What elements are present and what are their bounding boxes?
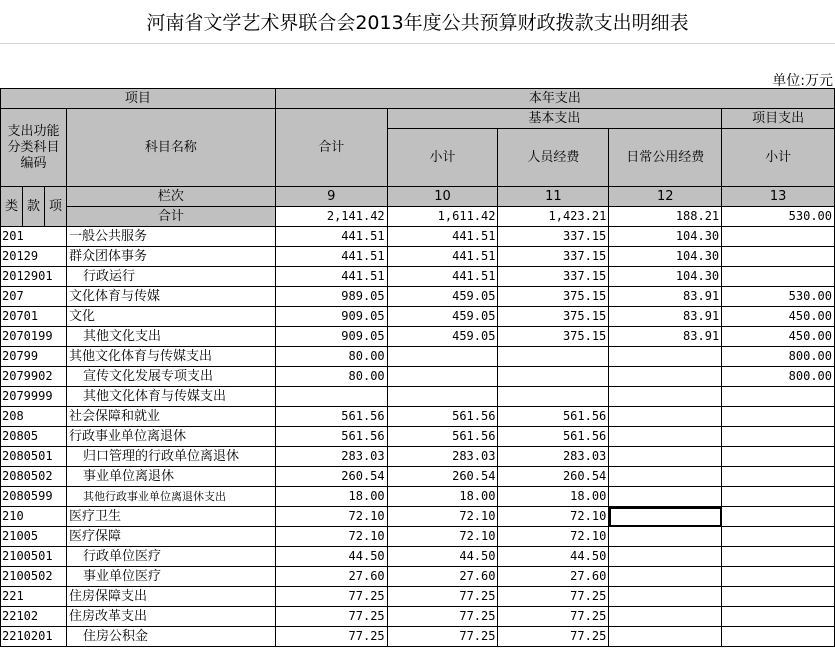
code-cell[interactable]: 2080599: [1, 487, 67, 507]
personnel-cell[interactable]: [498, 347, 609, 367]
personnel-cell[interactable]: 27.60: [498, 567, 609, 587]
public-cell[interactable]: 83.91: [609, 327, 722, 347]
code-cell[interactable]: 221: [1, 587, 67, 607]
personnel-cell[interactable]: 72.10: [498, 507, 609, 527]
project-cell[interactable]: [722, 467, 835, 487]
personnel-cell[interactable]: 337.15: [498, 227, 609, 247]
header-total: 合计: [275, 109, 387, 187]
public-cell[interactable]: [609, 567, 722, 587]
total-cell[interactable]: 561.56: [275, 427, 387, 447]
table-row: [1, 347, 835, 367]
header-col13: 13: [722, 187, 835, 207]
subtotal-cell[interactable]: 18.00: [387, 487, 498, 507]
subtotal-cell[interactable]: 441.51: [387, 247, 498, 267]
subject-name-cell[interactable]: 归口管理的行政单位离退休: [66, 447, 275, 467]
subject-name-cell[interactable]: 事业单位离退休: [66, 467, 275, 487]
header-lanci: 栏次: [66, 187, 275, 207]
subtotal-cell[interactable]: [387, 347, 498, 367]
header-func-code: 支出功能分类科目编码: [1, 109, 67, 187]
subtotal-cell[interactable]: 561.56: [387, 427, 498, 447]
divider: [0, 43, 835, 44]
personnel-cell[interactable]: 375.15: [498, 327, 609, 347]
table-row: [1, 387, 835, 407]
header-col10: 10: [387, 187, 498, 207]
code-cell[interactable]: 2079999: [1, 387, 67, 407]
code-cell[interactable]: 2100501: [1, 547, 67, 567]
code-cell[interactable]: 2210201: [1, 627, 67, 647]
public-cell[interactable]: [609, 367, 722, 387]
project-cell[interactable]: [722, 607, 835, 627]
project-cell[interactable]: [722, 247, 835, 267]
subtotal-cell[interactable]: 441.51: [387, 267, 498, 287]
header-public: 日常公用经费: [609, 129, 722, 187]
table-row: [1, 587, 835, 607]
header-kuan: 款: [22, 187, 44, 227]
subject-name-cell[interactable]: 其他文化体育与传媒支出: [66, 387, 275, 407]
project-cell[interactable]: [722, 507, 835, 527]
subject-name-cell[interactable]: 行政运行: [66, 267, 275, 287]
table-row: [1, 427, 835, 447]
code-cell[interactable]: 21005: [1, 527, 67, 547]
subject-name-cell[interactable]: 其他行政事业单位离退休支出: [66, 487, 275, 507]
public-cell[interactable]: 83.91: [609, 287, 722, 307]
header-col12: 12: [609, 187, 722, 207]
subject-name-cell[interactable]: 文化体育与传媒: [66, 287, 275, 307]
subtotal-cell[interactable]: [387, 387, 498, 407]
project-cell[interactable]: [722, 407, 835, 427]
public-cell[interactable]: [609, 387, 722, 407]
table-row: [1, 367, 835, 387]
project-cell[interactable]: [722, 547, 835, 567]
project-cell[interactable]: [722, 227, 835, 247]
project-cell[interactable]: [722, 387, 835, 407]
subtotal-cell[interactable]: 77.25: [387, 627, 498, 647]
subtotal-cell[interactable]: 260.54: [387, 467, 498, 487]
public-cell[interactable]: [609, 487, 722, 507]
header-col11: 11: [498, 187, 609, 207]
subtotal-cell[interactable]: 77.25: [387, 607, 498, 627]
personnel-cell[interactable]: 561.56: [498, 427, 609, 447]
code-cell[interactable]: 2070199: [1, 327, 67, 347]
total-row-personnel[interactable]: 1,423.21: [498, 207, 609, 227]
public-cell[interactable]: 104.30: [609, 247, 722, 267]
subject-name-cell[interactable]: 其他文化支出: [66, 327, 275, 347]
header-project: 项目: [1, 89, 276, 109]
public-cell[interactable]: [609, 607, 722, 627]
public-cell[interactable]: [609, 407, 722, 427]
total-row-project[interactable]: 530.00: [722, 207, 835, 227]
code-cell[interactable]: 20701: [1, 307, 67, 327]
code-cell[interactable]: 20129: [1, 247, 67, 267]
public-cell[interactable]: [609, 507, 722, 527]
table-row: [1, 527, 835, 547]
public-cell[interactable]: [609, 547, 722, 567]
subtotal-cell[interactable]: 72.10: [387, 527, 498, 547]
subtotal-cell[interactable]: 441.51: [387, 227, 498, 247]
subtotal-cell[interactable]: 77.25: [387, 587, 498, 607]
personnel-cell[interactable]: 561.56: [498, 407, 609, 427]
header-col9: 9: [275, 187, 387, 207]
subject-name-cell[interactable]: 文化: [66, 307, 275, 327]
subject-name-cell[interactable]: 医疗保障: [66, 527, 275, 547]
project-cell[interactable]: 530.00: [722, 287, 835, 307]
personnel-cell[interactable]: 260.54: [498, 467, 609, 487]
code-cell[interactable]: 2012901: [1, 267, 67, 287]
total-row-subtotal[interactable]: 1,611.42: [387, 207, 498, 227]
subtotal-cell[interactable]: 561.56: [387, 407, 498, 427]
table-row: [1, 607, 835, 627]
total-cell[interactable]: 77.25: [275, 587, 387, 607]
code-cell[interactable]: 207: [1, 287, 67, 307]
table-row: [1, 467, 835, 487]
code-cell[interactable]: 2080501: [1, 447, 67, 467]
personnel-cell[interactable]: 337.15: [498, 247, 609, 267]
public-cell[interactable]: [609, 627, 722, 647]
total-cell[interactable]: 260.54: [275, 467, 387, 487]
subject-name-cell[interactable]: 行政单位医疗: [66, 547, 275, 567]
code-cell[interactable]: 2100502: [1, 567, 67, 587]
total-cell[interactable]: 72.10: [275, 507, 387, 527]
personnel-cell[interactable]: 72.10: [498, 527, 609, 547]
project-cell[interactable]: 800.00: [722, 347, 835, 367]
total-cell[interactable]: 283.03: [275, 447, 387, 467]
personnel-cell[interactable]: 375.15: [498, 307, 609, 327]
table-row: [1, 247, 835, 267]
subtotal-cell[interactable]: 27.60: [387, 567, 498, 587]
subtotal-cell[interactable]: 72.10: [387, 507, 498, 527]
total-cell[interactable]: 909.05: [275, 327, 387, 347]
public-cell[interactable]: [609, 467, 722, 487]
table-row: [1, 567, 835, 587]
personnel-cell[interactable]: 44.50: [498, 547, 609, 567]
project-cell[interactable]: 450.00: [722, 307, 835, 327]
project-cell[interactable]: [722, 627, 835, 647]
public-cell[interactable]: [609, 527, 722, 547]
table-row: [1, 407, 835, 427]
public-cell[interactable]: 104.30: [609, 267, 722, 287]
header-xiang: 项: [44, 187, 66, 227]
personnel-cell[interactable]: 77.25: [498, 607, 609, 627]
header-lei: 类: [1, 187, 23, 227]
subtotal-cell[interactable]: 44.50: [387, 547, 498, 567]
total-cell[interactable]: 72.10: [275, 527, 387, 547]
code-cell[interactable]: 2079902: [1, 367, 67, 387]
header-subject-name: 科目名称: [66, 109, 275, 187]
subtotal-cell[interactable]: 459.05: [387, 307, 498, 327]
expenditure-table: [0, 88, 835, 647]
table-row: [1, 507, 835, 527]
project-cell[interactable]: [722, 427, 835, 447]
total-row-label: 合计: [66, 207, 275, 227]
code-cell[interactable]: 20799: [1, 347, 67, 367]
personnel-cell[interactable]: [498, 387, 609, 407]
project-cell[interactable]: [722, 567, 835, 587]
unit-label: 单位:万元: [772, 73, 833, 89]
subject-name-cell[interactable]: 其他文化体育与传媒支出: [66, 347, 275, 367]
personnel-cell[interactable]: 283.03: [498, 447, 609, 467]
header-project-exp: 项目支出: [722, 109, 835, 129]
subject-name-cell[interactable]: 行政事业单位离退休: [66, 427, 275, 447]
personnel-cell[interactable]: 77.25: [498, 587, 609, 607]
code-cell[interactable]: 20805: [1, 427, 67, 447]
code-cell[interactable]: 22102: [1, 607, 67, 627]
total-cell[interactable]: 44.50: [275, 547, 387, 567]
subtotal-cell[interactable]: 283.03: [387, 447, 498, 467]
project-cell[interactable]: [722, 267, 835, 287]
public-cell[interactable]: [609, 347, 722, 367]
code-cell[interactable]: 210: [1, 507, 67, 527]
personnel-cell[interactable]: 375.15: [498, 287, 609, 307]
code-cell[interactable]: 2080502: [1, 467, 67, 487]
code-cell[interactable]: 208: [1, 407, 67, 427]
public-cell[interactable]: [609, 427, 722, 447]
public-cell[interactable]: 104.30: [609, 227, 722, 247]
subject-name-cell[interactable]: 一般公共服务: [66, 227, 275, 247]
total-cell[interactable]: 77.25: [275, 607, 387, 627]
total-cell[interactable]: 27.60: [275, 567, 387, 587]
total-cell[interactable]: 561.56: [275, 407, 387, 427]
table-row: [1, 307, 835, 327]
total-cell[interactable]: 77.25: [275, 627, 387, 647]
table-row: [1, 447, 835, 467]
header-basic: 基本支出: [387, 109, 722, 129]
subject-name-cell[interactable]: 群众团体事务: [66, 247, 275, 267]
page-title: 河南省文学艺术界联合会2013年度公共预算财政拨款支出明细表: [146, 12, 689, 34]
project-cell[interactable]: [722, 447, 835, 467]
personnel-cell[interactable]: 18.00: [498, 487, 609, 507]
total-cell[interactable]: 18.00: [275, 487, 387, 507]
subject-name-cell[interactable]: 住房公积金: [66, 627, 275, 647]
project-cell[interactable]: [722, 587, 835, 607]
total-cell[interactable]: 80.00: [275, 367, 387, 387]
table-row: [1, 487, 835, 507]
subject-name-cell[interactable]: 医疗卫生: [66, 507, 275, 527]
subject-name-cell[interactable]: 住房改革支出: [66, 607, 275, 627]
project-cell[interactable]: 800.00: [722, 367, 835, 387]
subject-name-cell[interactable]: 事业单位医疗: [66, 567, 275, 587]
subtotal-cell[interactable]: 459.05: [387, 327, 498, 347]
total-cell[interactable]: [275, 387, 387, 407]
personnel-cell[interactable]: [498, 367, 609, 387]
code-cell[interactable]: 201: [1, 227, 67, 247]
subtotal-cell[interactable]: [387, 367, 498, 387]
table-row: [1, 267, 835, 287]
total-row-total[interactable]: 2,141.42: [275, 207, 387, 227]
header-current-year: 本年支出: [275, 89, 834, 109]
public-cell[interactable]: [609, 447, 722, 467]
total-cell[interactable]: 909.05: [275, 307, 387, 327]
subject-name-cell[interactable]: 宣传文化发展专项支出: [66, 367, 275, 387]
total-row-public[interactable]: 188.21: [609, 207, 722, 227]
table-row: [1, 287, 835, 307]
total-cell[interactable]: 989.05: [275, 287, 387, 307]
table-row: [1, 227, 835, 247]
public-cell[interactable]: [609, 587, 722, 607]
table-row: [1, 327, 835, 347]
public-cell[interactable]: 83.91: [609, 307, 722, 327]
total-cell[interactable]: 441.51: [275, 267, 387, 287]
subtotal-cell[interactable]: 459.05: [387, 287, 498, 307]
table-row: [1, 627, 835, 647]
project-cell[interactable]: [722, 527, 835, 547]
table-row: [1, 547, 835, 567]
total-cell[interactable]: 80.00: [275, 347, 387, 367]
total-cell[interactable]: 441.51: [275, 227, 387, 247]
project-cell[interactable]: [722, 487, 835, 507]
subject-name-cell[interactable]: 住房保障支出: [66, 587, 275, 607]
header-personnel: 人员经费: [498, 129, 609, 187]
header-proj-subtotal: 小计: [722, 129, 835, 187]
personnel-cell[interactable]: 77.25: [498, 627, 609, 647]
total-cell[interactable]: 441.51: [275, 247, 387, 267]
subject-name-cell[interactable]: 社会保障和就业: [66, 407, 275, 427]
personnel-cell[interactable]: 337.15: [498, 267, 609, 287]
header-subtotal: 小计: [387, 129, 498, 187]
project-cell[interactable]: 450.00: [722, 327, 835, 347]
